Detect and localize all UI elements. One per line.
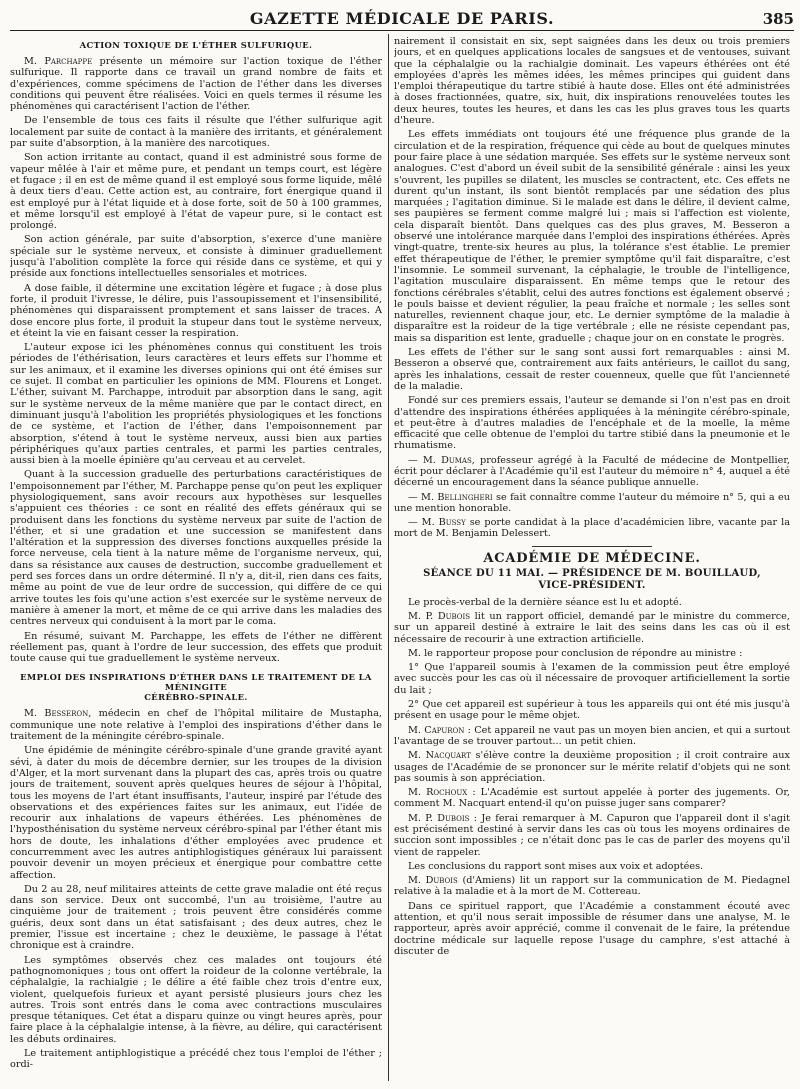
- right-column: [394, 36, 790, 1089]
- paragraph: Une épidémie de méningite cérébro-spinale d'une grande gravité ayant sévi, à dater du mois de décembre dernier, sur les troupes de la division d'Alger, et la mort survenant dans la plupart des cas, après trois ou quatre jours de traitement, souvent après quelques heures de séjour à l'hôpital, tous les moyens de l'art étant insuffisants, l'auteur, inspiré par l'étude des observations et des expériences faites sur les animaux, eut l'idée de recourir aux inhalations de vapeurs éthérées. Les phénomènes de l'hyposthénisation du système nerveux cérébro-spinal par l'éther étant mis hors de doute, les inhalations d'éther employées avec prudence et concurremment avec les autres antiphlogistiques généraux lui paraissent pouvoir devenir un moyen précieux et énergique pour combattre cette affection.: [10, 745, 382, 881]
- paragraph: M. P. Dubois lit un rapport officiel, demandé par le ministre du commerce, sur un appareil destiné à extraire le lait des seins dans les cas où il est nécessaire de recourir à une extraction artificielle.: [394, 610, 790, 645]
- section-rule: [532, 546, 652, 547]
- paragraph: Son action irritante au contact, quand il est administré sous forme de vapeur mêlée à l'air et même pure, et pendant un temps court, est légère et fugace ; il en est de même quand il est employé sous forme liquide, mêlé à deux tiers d'eau. Cette action est, au contraire, fort énergique quand il est employé pur à l'état liquide et à dose forte, soit de 50 à 100 grammes, et même lorsqu'il est employé à l'état de vapeur pure, si le contact est prolongé.: [10, 152, 382, 232]
- column-divider: [388, 34, 389, 1081]
- page-header: [10, 10, 794, 31]
- page-number: 385: [762, 10, 794, 28]
- author-name: M. Parchappe: [24, 56, 93, 67]
- paragraph: Les symptômes observés chez ces malades ont toujours été pathognomoniques ; tous ont offert la roideur de la colonne vertébrale, la céphalalgie, la rachialgie ; le délire a été faible chez trois d'entre eux, violent, quelquefois furieux et ayant persisté plusieurs jours chez les autres. Trois sont entrés dans le coma avec contractions musculaires presque tétaniques. Cet état a disparu quinze ou vingt heures après, pour faire place à la céphalalgie intense, à la fièvre, au délire, qui caractérisent les débuts ordinaires.: [10, 954, 382, 1045]
- paragraph: En résumé, suivant M. Parchappe, les effets de l'éther ne diffèrent réellement pas, quant à l'ordre de leur succession, des effets que produit toute cause qui tue graduellement le système nerveux.: [10, 630, 382, 665]
- paragraph: 2° Que cet appareil est supérieur à tous les appareils qui ont été mis jusqu'à présent en usage pour le même objet.: [394, 699, 790, 722]
- paragraph: Les effets de l'éther sur le sang sont aussi fort remarquables : ainsi M. Besseron a observé que, contrairement aux faits antérieurs, le caillot du sang, après les inhalations, cessait de rester couenneux, quelle que fût l'ancienneté de la maladie.: [394, 347, 790, 392]
- paragraph: Le procès-verbal de la dernière séance est lu et adopté.: [408, 596, 682, 608]
- author-name: M. Rochoux: [408, 787, 468, 799]
- paragraph: Le traitement antiphlogistique a précédé chez tous l'emploi de l'éther ; ordi-: [10, 1048, 382, 1071]
- paragraph: L'auteur expose ici les phénomènes connus qui constituent les trois périodes de l'éthérisation, leurs caractères et leurs effets sur l'homme et sur les animaux, et il examine les diverses opinions qui ont été émises sur ce sujet. Il combat en particulier les opinions de MM. Flourens et Longet. L'éther, suivant M. Parchappe, introduit par absorption dans le sang, agit sur le système nerveux de la même manière que par le contact direct, en diminuant jusqu'à l'abolition les propriétés physiologiques et les fonctions de ce système, et l'action de l'éther, dans l'empoisonnement par absorption, s'étend à tout le système nerveux, aussi bien aux parties périphériques qu'aux parties centrales, et parmi les parties centrales, aussi bien à la moelle épinière qu'au cerveau et au cervelet.: [10, 342, 382, 467]
- author-name: M. Capuron: [408, 724, 465, 736]
- paragraph: Son action générale, par suite d'absorption, s'exerce d'une manière spéciale sur le système nerveux, et consiste à diminuer graduellement jusqu'à l'abolition complète la force qui réside dans ce système, et qui y préside aux fonctions intellectuelles sensoriales et motrices.: [10, 234, 382, 280]
- paragraph: M. Rochoux : L'Académie est surtout appelée à porter des jugements. Or, comment M. Nacquart entend-il qu'on puisse juger sans comparer?: [394, 787, 790, 810]
- left-column: [10, 36, 382, 1089]
- paragraph: Du 2 au 28, neuf militaires atteints de cette grave maladie ont été reçus dans son service. Deux ont succombé, l'un au troisième, l'autre au cinquième jour de traitement ; trois peuvent être considérés comme guéris, deux sont dans un état satisfaisant ; des deux autres, chez le premier, l'issue est incertaine ; chez le deuxième, le passage à l'état chronique est à craindre.: [10, 883, 382, 952]
- paragraph: M. Besseron, médecin en chef de l'hôpital militaire de Mustapha, communique une note relative à l'emploi des inspirations d'éther dans le traitement de la méningite cérébro-spinale.: [10, 708, 382, 743]
- journal-title: GAZETTE MÉDICALE DE PARIS.: [249, 9, 555, 28]
- paragraph: Les effets immédiats ont toujours été une fréquence plus grande de la circulation et de la respiration, fréquence qui cède au bout de quelques minutes pour faire place à une sédation marquée. Ses effets sur le système nerveux sont analogues. C'est d'abord un éveil subit de la sensibilité générale : ainsi les yeux s'ouvrent, les pupilles se dilatent, les muscles se contractent, etc. Ces effets ne durent qu'un instant, ils sont bientôt remplacés par une sédation des plus marquées ; l'agitation diminue. Si le malade est dans le délire, il devient calme, ses paupières se ferment comme malgré lui ; mais si l'affection est violente, cela disparaît bientôt. Dans quelques cas des plus graves, M. Besseron a observé une intolérance marquée dans l'emploi des inspirations éthérées. Après vingt-quatre, trente-six heures au plus, la tolérance s'est établie. Le premier effet thérapeutique de l'éther, le premier symptôme qu'il fait disparaître, c'est l'insomnie. Le sommeil survenant, la céphalagie, le trouble de l'intelligence, l'agitation musculaire disparaissent. En même temps que le retour des fonctions cérébrales s'établit, celui des autres fonctions est également observé ; le pouls baisse et devient régulier, la peau fraîche et normale ; les selles sont naturelles, reviennent chaque jour, etc. Le dernier symptôme de la maladie à disparaître est la roideur de la tige vertébrale ; elle ne résiste cependant pas, mais sa disparition est lente, graduelle ; chaque jour on en constate le progrès.: [394, 129, 790, 344]
- section-title-meningite: EMPLOI DES INSPIRATIONS D'ÉTHER DANS LE TRAITEMENT DE LA MÉNINGITE CÉRÉBRO-SPINALE.: [20, 672, 372, 703]
- paragraph: — M. Dumas, professeur agrégé à la Faculté de médecine de Montpellier, écrit pour déclarer à l'Académie qu'il est l'auteur du mémoire n° 4, auquel a été décerné un encouragement dans la séance publique annuelle.: [394, 454, 790, 489]
- author-name: M. Dumas: [422, 454, 472, 466]
- academie-title: ACADÉMIE DE MÉDECINE.: [483, 550, 701, 566]
- paragraph: M. Nacquart s'élève contre la deuxième proposition ; il croit contraire aux usages de l'Académie de se prononcer sur le mérite relatif d'objets qui ne sont pas soumis à son appréciation.: [394, 750, 790, 784]
- seance-subheading: VICE-PRÉSIDENT.: [538, 580, 646, 592]
- author-name: M. Bellingheri: [421, 491, 493, 503]
- paragraph: A dose faible, il détermine une excitation légère et fugace ; à dose plus forte, il produit l'ivresse, le délire, puis l'assoupissement et l'insensibilité, phénomènes qui disparaissent promptement et sans laisser de traces. A dose encore plus forte, il produit la stupeur dans tout le système nerveux, et éteint la vie en faisant cesser la respiration.: [10, 282, 382, 339]
- paragraph: Dans ce spirituel rapport, que l'Académie a constamment écouté avec attention, et qu'il nous serait impossible de résumer dans une analyse, M. le rapporteur, après avoir apprécié, comme il convenait de le faire, la prétendue doctrine médicale sur laquelle repose l'usage du camphre, s'est attaché à discuter de: [394, 900, 790, 957]
- seance-heading: SÉANCE DU 11 MAI. — PRÉSIDENCE DE M. BOUILLAUD,: [423, 568, 761, 580]
- paragraph: M. le rapporteur propose pour conclusion de répondre au ministre :: [408, 647, 743, 659]
- paragraph: 1° Que l'appareil soumis à l'examen de la commission peut être employé avec succès pour les cas où il nécessaire de provoquer artificiellement la sortie du lait ;: [394, 662, 790, 696]
- paragraph: — M. Bussy se porte candidat à la place d'académicien libre, vacante par la mort de M. Benjamin Delessert.: [394, 517, 790, 540]
- paragraph: M. Parchappe présente un mémoire sur l'action toxique de l'éther sulfurique. Il rapporte dans ce travail un grand nombre de faits et d'expériences, comme spécimens de l'action de l'éther dans les diverses conditions qui peuvent être réalisées. Voici en quels termes il résume les phénomènes qui caractérisent l'action de l'éther.: [10, 56, 382, 113]
- paragraph: M. Capuron : Cet appareil ne vaut pas un moyen bien ancien, et qui a surtout l'avantage de se trouver partout... un petit chien.: [394, 724, 790, 747]
- paragraph: — M. Bellingheri se fait connaître comme l'auteur du mémoire n° 5, qui a eu une mention honorable.: [394, 491, 790, 514]
- author-name: M. Besseron: [24, 708, 89, 720]
- paragraph: M. Dubois (d'Amiens) lit un rapport sur la communication de M. Piedagnel relative à la maladie et à la mort de M. Cottereau.: [394, 875, 790, 898]
- paragraph: nairement il consistait en six, sept saignées dans les deux ou trois premiers jours, et en quelques applications locales de sangsues et de ventouses, suivant que la céphalalgie ou la rachialgie dominait. Les vapeurs éthérées ont été employées d'après les mêmes idées, les mêmes principes qui guident dans l'emploi thérapeutique du tartre stibié à haute dose. Elles ont été administrées à doses fractionnées, quatre, six, huit, dix inspirations renouvelées toutes les deux heures, toutes les heures, et dans les cas les plus graves tous les quarts d'heure.: [394, 36, 790, 127]
- author-name: M. P. Dubois: [408, 812, 470, 824]
- paragraph: M. P. Dubois : Je ferai remarquer à M. Capuron que l'appareil dont il s'agit est précisément destiné à servir dans les cas où tous les moyens ordinaires de succion sont impossibles ; ce n'était donc pas le cas de parler des moyens qu'il vient de rappeler.: [394, 812, 790, 858]
- paragraph: Les conclusions du rapport sont mises aux voix et adoptées.: [408, 860, 704, 872]
- author-name: M. Dubois: [408, 875, 458, 887]
- section-title-ether-toxic: ACTION TOXIQUE DE L'ÉTHER SULFURIQUE.: [79, 40, 313, 50]
- paragraph: De l'ensemble de tous ces faits il résulte que l'éther sulfurique agit localement par suite de contact à la manière des irritants, et généralement par suite d'absorption, à la manière des narcotiques.: [10, 115, 382, 150]
- author-name: M. Nacquart: [408, 750, 471, 762]
- paragraph: Fondé sur ces premiers essais, l'auteur se demande si l'on n'est pas en droit d'attendre des inspirations éthérées appliquées à la méningite cérébro-spinale, et peut-être à d'autres maladies de l'encéphale et de la moelle, la même efficacité que celle obtenue de l'emploi du tartre stibié dans la pneumonie et le rhumatisme.: [394, 395, 790, 452]
- author-name: M. P. Dubois: [408, 610, 471, 622]
- paragraph: Quant à la succession graduelle des perturbations caractéristiques de l'empoisonnement par l'éther, M. Parchappe pense qu'on peut les expliquer physiologiquement, sans avoir recours aux hypothèses sur lesquelles s'appuient ces théories : ce sont en réalité des effets généraux qui se produisent dans les fonctions du système nerveux par suite de l'action de l'éther, et si une gradation et une succession se manifestent dans l'altération et la suppression des diverses fonctions auxquelles préside la force nerveuse, cela tient à la nature même de l'organisme nerveux, qui, dans sa résistance aux causes de destruction, succombe graduellement et perd ses forces dans un ordre déterminé. Il n'y a, dit-il, rien dans ces faits, même au point de vue de leur ordre de succession, qui diffère de ce qui arrive toutes les fois qu'une action s'est exercée sur le système nerveux de manière à amener la mort, et même de ce qui arrive dans les maladies des centres nerveux qui conduisent à la mort par le coma.: [10, 469, 382, 628]
- author-name: M. Bussy: [421, 517, 466, 529]
